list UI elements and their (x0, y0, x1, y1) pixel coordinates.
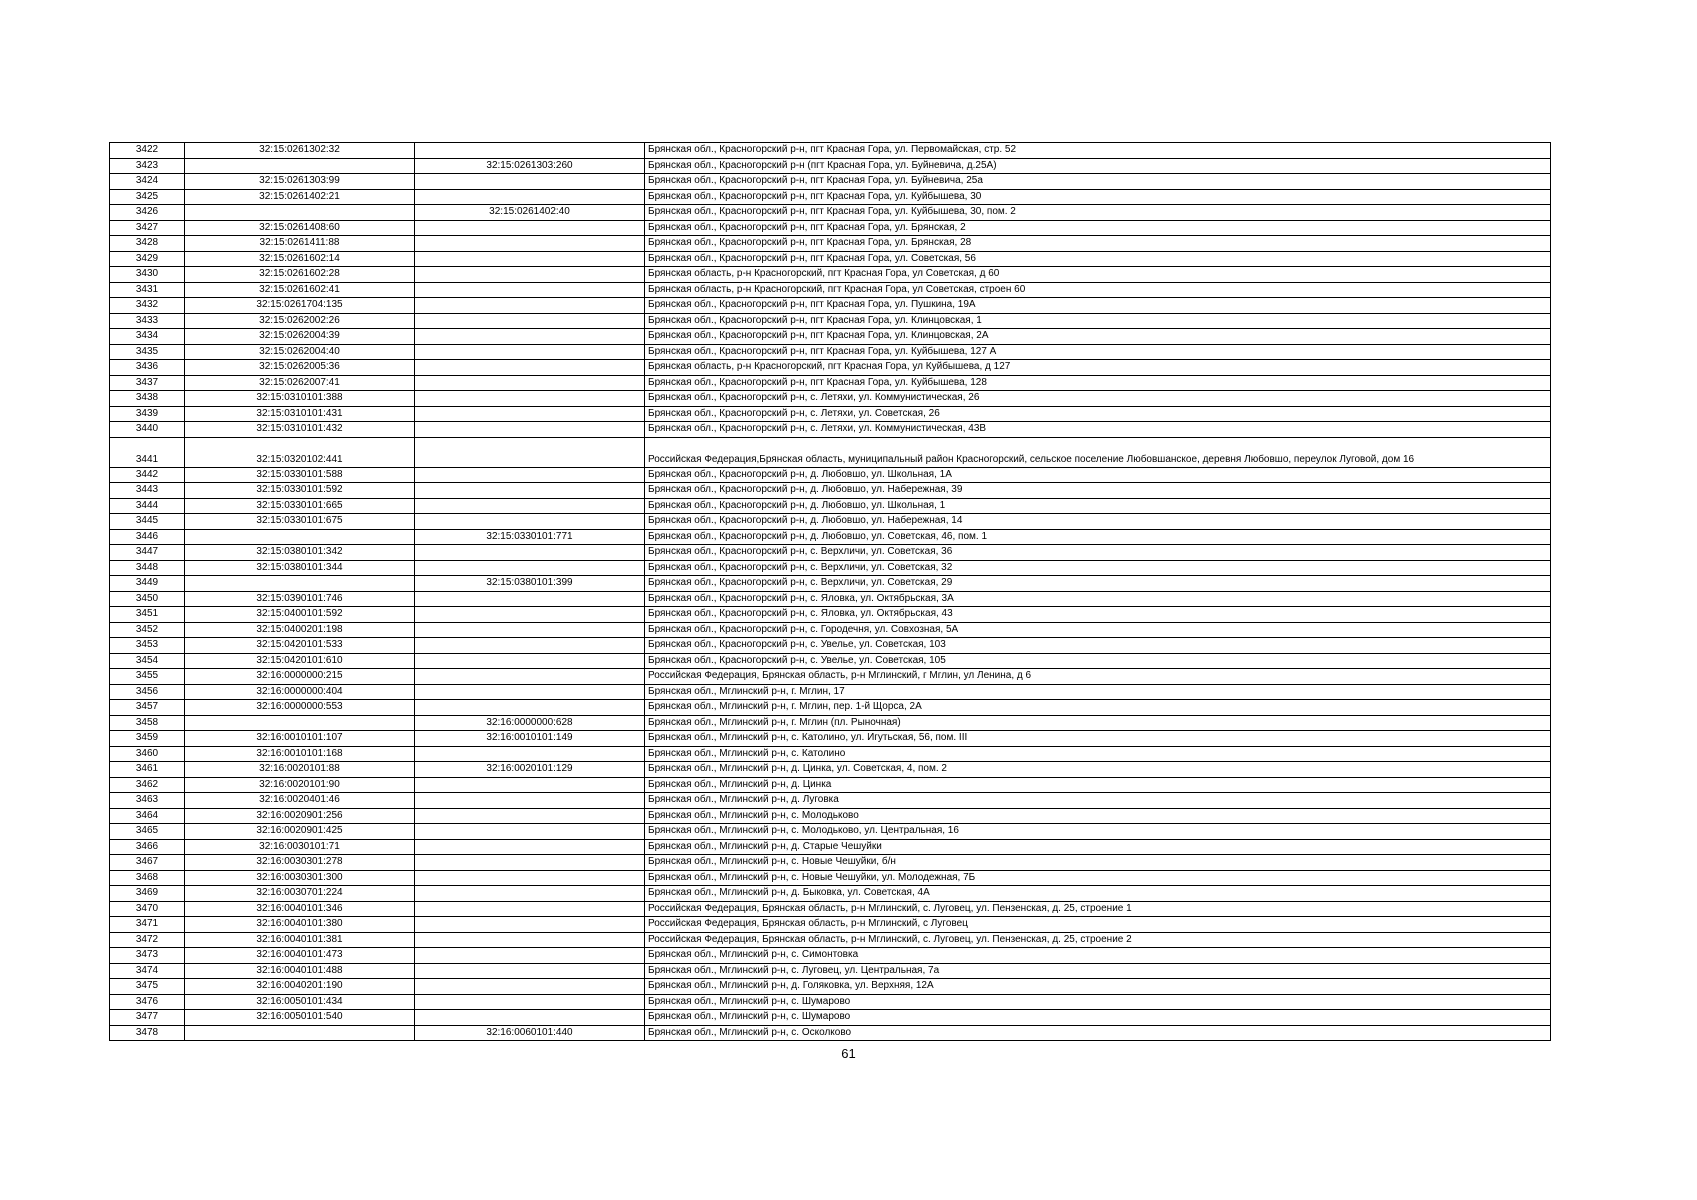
related-cadastral-number-cell (415, 236, 645, 252)
table-row (110, 963, 1551, 979)
table-body (110, 143, 1551, 1041)
related-cadastral-number-cell (415, 870, 645, 886)
table-row (110, 669, 1551, 685)
table-row (110, 529, 1551, 545)
row-number-cell: 3445 (110, 514, 185, 530)
cadastral-number-cell: 32:15:0390101:746 (185, 591, 415, 607)
related-cadastral-number-cell (415, 267, 645, 283)
table-row (110, 467, 1551, 483)
row-number-cell: 3470 (110, 901, 185, 917)
row-number-cell: 3461 (110, 762, 185, 778)
table-row (110, 143, 1551, 159)
cadastral-number-cell: 32:15:0261402:21 (185, 189, 415, 205)
row-number-cell: 3446 (110, 529, 185, 545)
row-number-cell: 3455 (110, 669, 185, 685)
table-row (110, 824, 1551, 840)
address-cell: Брянская обл., Мглинский р-н, с. Новые Чешуйки, б/н (645, 855, 1551, 871)
address-cell: Брянская обл., Мглинский р-н, с. Католино (645, 746, 1551, 762)
row-number-cell: 3431 (110, 282, 185, 298)
row-number-cell: 3434 (110, 329, 185, 345)
related-cadastral-number-cell: 32:15:0261303:260 (415, 158, 645, 174)
address-cell: Брянская обл., Красногорский р-н, с. Верхличи, ул. Советская, 29 (645, 576, 1551, 592)
address-cell: Брянская обл., Мглинский р-н, с. Луговец, ул. Центральная, 7а (645, 963, 1551, 979)
cadastral-number-cell: 32:16:0040201:190 (185, 979, 415, 995)
table-row (110, 622, 1551, 638)
cadastral-number-cell: 32:16:0000000:404 (185, 684, 415, 700)
cadastral-number-cell: 32:15:0330101:675 (185, 514, 415, 530)
table-row (110, 607, 1551, 623)
cadastral-number-cell: 32:15:0262002:26 (185, 313, 415, 329)
related-cadastral-number-cell (415, 220, 645, 236)
cadastral-number-cell: 32:16:0050101:434 (185, 994, 415, 1010)
row-number-cell: 3454 (110, 653, 185, 669)
row-number-cell: 3425 (110, 189, 185, 205)
row-number-cell: 3453 (110, 638, 185, 654)
table-row (110, 391, 1551, 407)
table-row (110, 808, 1551, 824)
row-number-cell: 3436 (110, 360, 185, 376)
cadastral-number-cell: 32:15:0400201:198 (185, 622, 415, 638)
table-row (110, 715, 1551, 731)
row-number-cell: 3456 (110, 684, 185, 700)
related-cadastral-number-cell (415, 344, 645, 360)
address-cell: Брянская обл., Красногорский р-н, пгт Красная Гора, ул. Куйбышева, 30 (645, 189, 1551, 205)
related-cadastral-number-cell (415, 391, 645, 407)
cadastral-number-cell: 32:15:0261704:135 (185, 298, 415, 314)
address-cell: Брянская область, р-н Красногорский, пгт Красная Гора, ул Советская, д 60 (645, 267, 1551, 283)
row-number-cell: 3424 (110, 174, 185, 190)
address-cell: Брянская обл., Красногорский р-н, д. Любовшо, ул. Набережная, 14 (645, 514, 1551, 530)
related-cadastral-number-cell (415, 886, 645, 902)
address-cell: Российская Федерация, Брянская область, р-н Мглинский, с. Луговец, ул. Пензенская, д. 25, строение 1 (645, 901, 1551, 917)
address-cell: Брянская область, р-н Красногорский, пгт Красная Гора, ул Куйбышева, д 127 (645, 360, 1551, 376)
table-row (110, 220, 1551, 236)
cadastral-number-cell: 32:15:0380101:342 (185, 545, 415, 561)
address-cell: Российская Федерация, Брянская область, р-н Мглинский, г Мглин, ул Ленина, д 6 (645, 669, 1551, 685)
table-row (110, 700, 1551, 716)
address-cell: Брянская обл., Красногорский р-н, пгт Красная Гора, ул. Советская, 56 (645, 251, 1551, 267)
cadastral-number-cell: 32:16:0040101:473 (185, 948, 415, 964)
address-cell: Брянская обл., Мглинский р-н, с. Молодьково (645, 808, 1551, 824)
table-row (110, 653, 1551, 669)
related-cadastral-number-cell (415, 963, 645, 979)
table-row (110, 437, 1551, 467)
row-number-cell: 3478 (110, 1025, 185, 1041)
table-row (110, 638, 1551, 654)
related-cadastral-number-cell (415, 855, 645, 871)
row-number-cell: 3433 (110, 313, 185, 329)
cadastral-number-cell: 32:15:0261408:60 (185, 220, 415, 236)
row-number-cell: 3474 (110, 963, 185, 979)
address-cell: Российская Федерация,Брянская область, муниципальный район Красногорский, сельское поселение Любовшанское, деревня Любовшо, переулок Луговой, дом 16 (645, 437, 1551, 467)
table-row (110, 591, 1551, 607)
table-row (110, 483, 1551, 499)
related-cadastral-number-cell: 32:16:0060101:440 (415, 1025, 645, 1041)
table-row (110, 948, 1551, 964)
row-number-cell: 3449 (110, 576, 185, 592)
cadastral-number-cell: 32:16:0030301:278 (185, 855, 415, 871)
related-cadastral-number-cell (415, 251, 645, 267)
related-cadastral-number-cell (415, 948, 645, 964)
row-number-cell: 3452 (110, 622, 185, 638)
address-cell: Брянская обл., Красногорский р-н, пгт Красная Гора, ул. Первомайская, стр. 52 (645, 143, 1551, 159)
address-cell: Брянская обл., Красногорский р-н, с. Увелье, ул. Советская, 103 (645, 638, 1551, 654)
table-row (110, 236, 1551, 252)
property-registry-table (109, 142, 1551, 1041)
address-cell: Брянская обл., Красногорский р-н, д. Любовшо, ул. Набережная, 39 (645, 483, 1551, 499)
table-row (110, 422, 1551, 438)
address-cell: Брянская область, р-н Красногорский, пгт Красная Гора, ул Советская, строен 60 (645, 282, 1551, 298)
related-cadastral-number-cell (415, 700, 645, 716)
address-cell: Брянская обл., Красногорский р-н, пгт Красная Гора, ул. Брянская, 28 (645, 236, 1551, 252)
related-cadastral-number-cell: 32:16:0010101:149 (415, 731, 645, 747)
related-cadastral-number-cell: 32:15:0261402:40 (415, 205, 645, 221)
related-cadastral-number-cell (415, 174, 645, 190)
related-cadastral-number-cell: 32:15:0330101:771 (415, 529, 645, 545)
cadastral-number-cell: 32:15:0330101:592 (185, 483, 415, 499)
cadastral-number-cell: 32:16:0010101:107 (185, 731, 415, 747)
table-row (110, 1025, 1551, 1041)
row-number-cell: 3441 (110, 437, 185, 467)
address-cell: Брянская обл., Мглинский р-н, д. Цинка, ул. Советская, 4, пом. 2 (645, 762, 1551, 778)
row-number-cell: 3450 (110, 591, 185, 607)
address-cell: Брянская обл., Красногорский р-н, д. Любовшо, ул. Школьная, 1А (645, 467, 1551, 483)
table-row (110, 762, 1551, 778)
table-row (110, 746, 1551, 762)
row-number-cell: 3468 (110, 870, 185, 886)
table-row (110, 298, 1551, 314)
table-row (110, 560, 1551, 576)
address-cell: Брянская обл., Красногорский р-н, с. Верхличи, ул. Советская, 32 (645, 560, 1551, 576)
row-number-cell: 3442 (110, 467, 185, 483)
row-number-cell: 3476 (110, 994, 185, 1010)
cadastral-number-cell: 32:15:0261602:41 (185, 282, 415, 298)
cadastral-number-cell: 32:16:0020401:46 (185, 793, 415, 809)
row-number-cell: 3465 (110, 824, 185, 840)
cadastral-number-cell: 32:16:0020101:88 (185, 762, 415, 778)
table-row (110, 870, 1551, 886)
related-cadastral-number-cell (415, 777, 645, 793)
table-row (110, 498, 1551, 514)
address-cell: Брянская обл., Мглинский р-н, г. Мглин, пер. 1-й Щорса, 2А (645, 700, 1551, 716)
table-row (110, 360, 1551, 376)
table-row (110, 174, 1551, 190)
related-cadastral-number-cell (415, 684, 645, 700)
address-cell: Брянская обл., Красногорский р-н, с. Летяхи, ул. Коммунистическая, 26 (645, 391, 1551, 407)
related-cadastral-number-cell (415, 607, 645, 623)
related-cadastral-number-cell (415, 437, 645, 467)
table-row (110, 994, 1551, 1010)
row-number-cell: 3457 (110, 700, 185, 716)
related-cadastral-number-cell (415, 514, 645, 530)
page-number: 61 (841, 1046, 856, 1061)
cadastral-number-cell: 32:15:0262004:40 (185, 344, 415, 360)
related-cadastral-number-cell (415, 313, 645, 329)
row-number-cell: 3466 (110, 839, 185, 855)
address-cell: Брянская обл., Мглинский р-н, д. Луговка (645, 793, 1551, 809)
table-row (110, 731, 1551, 747)
related-cadastral-number-cell (415, 994, 645, 1010)
row-number-cell: 3438 (110, 391, 185, 407)
row-number-cell: 3467 (110, 855, 185, 871)
related-cadastral-number-cell (415, 329, 645, 345)
related-cadastral-number-cell (415, 143, 645, 159)
cadastral-number-cell: 32:15:0420101:610 (185, 653, 415, 669)
row-number-cell: 3444 (110, 498, 185, 514)
cadastral-number-cell: 32:15:0262004:39 (185, 329, 415, 345)
address-cell: Брянская обл., Красногорский р-н, с. Летяхи, ул. Советская, 26 (645, 406, 1551, 422)
address-cell: Брянская обл., Красногорский р-н, с. Городечня, ул. Совхозная, 5А (645, 622, 1551, 638)
address-cell: Брянская обл., Мглинский р-н, с. Шумарово (645, 1010, 1551, 1026)
cadastral-number-cell: 32:16:0040101:346 (185, 901, 415, 917)
address-cell: Брянская обл., Мглинский р-н, д. Цинка (645, 777, 1551, 793)
table-row (110, 917, 1551, 933)
related-cadastral-number-cell: 32:16:0020101:129 (415, 762, 645, 778)
cadastral-number-cell: 32:15:0380101:344 (185, 560, 415, 576)
cadastral-number-cell (185, 1025, 415, 1041)
address-cell: Брянская обл., Красногорский р-н, пгт Красная Гора, ул. Брянская, 2 (645, 220, 1551, 236)
table-row (110, 901, 1551, 917)
row-number-cell: 3430 (110, 267, 185, 283)
row-number-cell: 3429 (110, 251, 185, 267)
cadastral-number-cell: 32:15:0330101:588 (185, 467, 415, 483)
table-row (110, 839, 1551, 855)
cadastral-number-cell (185, 576, 415, 592)
address-cell: Брянская обл., Мглинский р-н, г. Мглин (пл. Рыночная) (645, 715, 1551, 731)
related-cadastral-number-cell (415, 901, 645, 917)
address-cell: Брянская обл., Красногорский р-н, д. Любовшо, ул. Советская, 46, пом. 1 (645, 529, 1551, 545)
address-cell: Брянская обл., Мглинский р-н, с. Новые Чешуйки, ул. Молодежная, 7Б (645, 870, 1551, 886)
table-row (110, 251, 1551, 267)
table-row (110, 375, 1551, 391)
row-number-cell: 3448 (110, 560, 185, 576)
address-cell: Брянская обл., Красногорский р-н, пгт Красная Гора, ул. Куйбышева, 127 А (645, 344, 1551, 360)
table-row (110, 344, 1551, 360)
cadastral-number-cell: 32:15:0320102:441 (185, 437, 415, 467)
row-number-cell: 3440 (110, 422, 185, 438)
row-number-cell: 3471 (110, 917, 185, 933)
cadastral-number-cell: 32:16:0010101:168 (185, 746, 415, 762)
address-cell: Российская Федерация, Брянская область, р-н Мглинский, с. Луговец, ул. Пензенская, д. 25, строение 2 (645, 932, 1551, 948)
related-cadastral-number-cell (415, 653, 645, 669)
table-row (110, 932, 1551, 948)
cadastral-number-cell: 32:16:0020901:256 (185, 808, 415, 824)
table-row (110, 267, 1551, 283)
address-cell: Брянская обл., Мглинский р-н, с. Католино, ул. Игутьская, 56, пом. III (645, 731, 1551, 747)
address-cell: Брянская обл., Красногорский р-н, пгт Красная Гора, ул. Куйбышева, 30, пом. 2 (645, 205, 1551, 221)
related-cadastral-number-cell (415, 793, 645, 809)
cadastral-number-cell: 32:15:0400101:592 (185, 607, 415, 623)
cadastral-number-cell: 32:15:0310101:388 (185, 391, 415, 407)
related-cadastral-number-cell (415, 746, 645, 762)
address-cell: Брянская обл., Красногорский р-н, с. Летяхи, ул. Коммунистическая, 43В (645, 422, 1551, 438)
row-number-cell: 3464 (110, 808, 185, 824)
table-row (110, 514, 1551, 530)
related-cadastral-number-cell (415, 932, 645, 948)
row-number-cell: 3432 (110, 298, 185, 314)
related-cadastral-number-cell (415, 498, 645, 514)
address-cell: Брянская обл., Красногорский р-н, с. Увелье, ул. Советская, 105 (645, 653, 1551, 669)
related-cadastral-number-cell (415, 638, 645, 654)
cadastral-number-cell: 32:15:0261302:32 (185, 143, 415, 159)
table-row (110, 855, 1551, 871)
address-cell: Брянская обл., Мглинский р-н, д. Быковка, ул. Советская, 4А (645, 886, 1551, 902)
row-number-cell: 3422 (110, 143, 185, 159)
address-cell: Брянская обл., Красногорский р-н, пгт Красная Гора, ул. Куйбышева, 128 (645, 375, 1551, 391)
related-cadastral-number-cell (415, 189, 645, 205)
row-number-cell: 3477 (110, 1010, 185, 1026)
row-number-cell: 3451 (110, 607, 185, 623)
row-number-cell: 3463 (110, 793, 185, 809)
cadastral-number-cell (185, 205, 415, 221)
cadastral-number-cell: 32:15:0261411:88 (185, 236, 415, 252)
address-cell: Брянская обл., Мглинский р-н, с. Симонтовка (645, 948, 1551, 964)
address-cell: Российская Федерация, Брянская область, р-н Мглинский, с Луговец (645, 917, 1551, 933)
table-row (110, 205, 1551, 221)
row-number-cell: 3437 (110, 375, 185, 391)
cadastral-number-cell: 32:15:0261602:28 (185, 267, 415, 283)
address-cell: Брянская обл., Мглинский р-н, с. Молодьково, ул. Центральная, 16 (645, 824, 1551, 840)
related-cadastral-number-cell (415, 917, 645, 933)
cadastral-number-cell: 32:15:0330101:665 (185, 498, 415, 514)
row-number-cell: 3472 (110, 932, 185, 948)
related-cadastral-number-cell (415, 483, 645, 499)
table-row (110, 684, 1551, 700)
row-number-cell: 3428 (110, 236, 185, 252)
address-cell: Брянская обл., Мглинский р-н, д. Старые Чешуйки (645, 839, 1551, 855)
cadastral-number-cell: 32:15:0262005:36 (185, 360, 415, 376)
address-cell: Брянская обл., Красногорский р-н, пгт Красная Гора, ул. Клинцовская, 1 (645, 313, 1551, 329)
cadastral-number-cell: 32:16:0020901:425 (185, 824, 415, 840)
address-cell: Брянская обл., Красногорский р-н (пгт Красная Гора, ул. Буйневича, д.25А) (645, 158, 1551, 174)
related-cadastral-number-cell (415, 422, 645, 438)
cadastral-number-cell (185, 715, 415, 731)
row-number-cell: 3426 (110, 205, 185, 221)
table-row (110, 189, 1551, 205)
related-cadastral-number-cell (415, 622, 645, 638)
table-row (110, 282, 1551, 298)
address-cell: Брянская обл., Мглинский р-н, г. Мглин, 17 (645, 684, 1551, 700)
table-row (110, 313, 1551, 329)
related-cadastral-number-cell (415, 467, 645, 483)
related-cadastral-number-cell (415, 360, 645, 376)
row-number-cell: 3469 (110, 886, 185, 902)
related-cadastral-number-cell (415, 1010, 645, 1026)
cadastral-number-cell: 32:16:0030301:300 (185, 870, 415, 886)
table-row (110, 158, 1551, 174)
cadastral-number-cell: 32:16:0030101:71 (185, 839, 415, 855)
related-cadastral-number-cell (415, 979, 645, 995)
table-row (110, 1010, 1551, 1026)
row-number-cell: 3439 (110, 406, 185, 422)
related-cadastral-number-cell (415, 669, 645, 685)
address-cell: Брянская обл., Красногорский р-н, пгт Красная Гора, ул. Буйневича, 25а (645, 174, 1551, 190)
table-row (110, 406, 1551, 422)
table-row (110, 576, 1551, 592)
cadastral-number-cell: 32:15:0420101:533 (185, 638, 415, 654)
related-cadastral-number-cell (415, 591, 645, 607)
cadastral-number-cell: 32:16:0000000:215 (185, 669, 415, 685)
cadastral-number-cell: 32:15:0261303:99 (185, 174, 415, 190)
cadastral-number-cell: 32:16:0050101:540 (185, 1010, 415, 1026)
related-cadastral-number-cell: 32:16:0000000:628 (415, 715, 645, 731)
table-row (110, 545, 1551, 561)
cadastral-number-cell: 32:15:0261602:14 (185, 251, 415, 267)
row-number-cell: 3423 (110, 158, 185, 174)
table-row (110, 979, 1551, 995)
related-cadastral-number-cell (415, 298, 645, 314)
related-cadastral-number-cell: 32:15:0380101:399 (415, 576, 645, 592)
cadastral-number-cell: 32:15:0262007:41 (185, 375, 415, 391)
address-cell: Брянская обл., Красногорский р-н, с. Верхличи, ул. Советская, 36 (645, 545, 1551, 561)
related-cadastral-number-cell (415, 824, 645, 840)
cadastral-number-cell: 32:15:0310101:431 (185, 406, 415, 422)
address-cell: Брянская обл., Красногорский р-н, пгт Красная Гора, ул. Клинцовская, 2А (645, 329, 1551, 345)
related-cadastral-number-cell (415, 406, 645, 422)
row-number-cell: 3447 (110, 545, 185, 561)
address-cell: Брянская обл., Красногорский р-н, пгт Красная Гора, ул. Пушкина, 19А (645, 298, 1551, 314)
address-cell: Брянская обл., Мглинский р-н, с. Шумарово (645, 994, 1551, 1010)
cadastral-number-cell (185, 158, 415, 174)
cadastral-number-cell: 32:16:0040101:381 (185, 932, 415, 948)
row-number-cell: 3458 (110, 715, 185, 731)
table-row (110, 777, 1551, 793)
related-cadastral-number-cell (415, 282, 645, 298)
address-cell: Брянская обл., Мглинский р-н, д. Голяковка, ул. Верхняя, 12А (645, 979, 1551, 995)
row-number-cell: 3475 (110, 979, 185, 995)
row-number-cell: 3460 (110, 746, 185, 762)
row-number-cell: 3459 (110, 731, 185, 747)
table-row (110, 329, 1551, 345)
cadastral-number-cell: 32:16:0040101:488 (185, 963, 415, 979)
cadastral-number-cell: 32:15:0310101:432 (185, 422, 415, 438)
related-cadastral-number-cell (415, 560, 645, 576)
cadastral-number-cell: 32:16:0030701:224 (185, 886, 415, 902)
table-row (110, 886, 1551, 902)
related-cadastral-number-cell (415, 808, 645, 824)
row-number-cell: 3435 (110, 344, 185, 360)
address-cell: Брянская обл., Красногорский р-н, с. Яловка, ул. Октябрьская, 3А (645, 591, 1551, 607)
row-number-cell: 3443 (110, 483, 185, 499)
related-cadastral-number-cell (415, 375, 645, 391)
table-row (110, 793, 1551, 809)
address-cell: Брянская обл., Мглинский р-н, с. Осколково (645, 1025, 1551, 1041)
row-number-cell: 3462 (110, 777, 185, 793)
related-cadastral-number-cell (415, 839, 645, 855)
cadastral-number-cell: 32:16:0020101:90 (185, 777, 415, 793)
address-cell: Брянская обл., Красногорский р-н, с. Яловка, ул. Октябрьская, 43 (645, 607, 1551, 623)
row-number-cell: 3473 (110, 948, 185, 964)
row-number-cell: 3427 (110, 220, 185, 236)
cadastral-number-cell (185, 529, 415, 545)
address-cell: Брянская обл., Красногорский р-н, д. Любовшо, ул. Школьная, 1 (645, 498, 1551, 514)
related-cadastral-number-cell (415, 545, 645, 561)
cadastral-number-cell: 32:16:0000000:553 (185, 700, 415, 716)
cadastral-number-cell: 32:16:0040101:380 (185, 917, 415, 933)
